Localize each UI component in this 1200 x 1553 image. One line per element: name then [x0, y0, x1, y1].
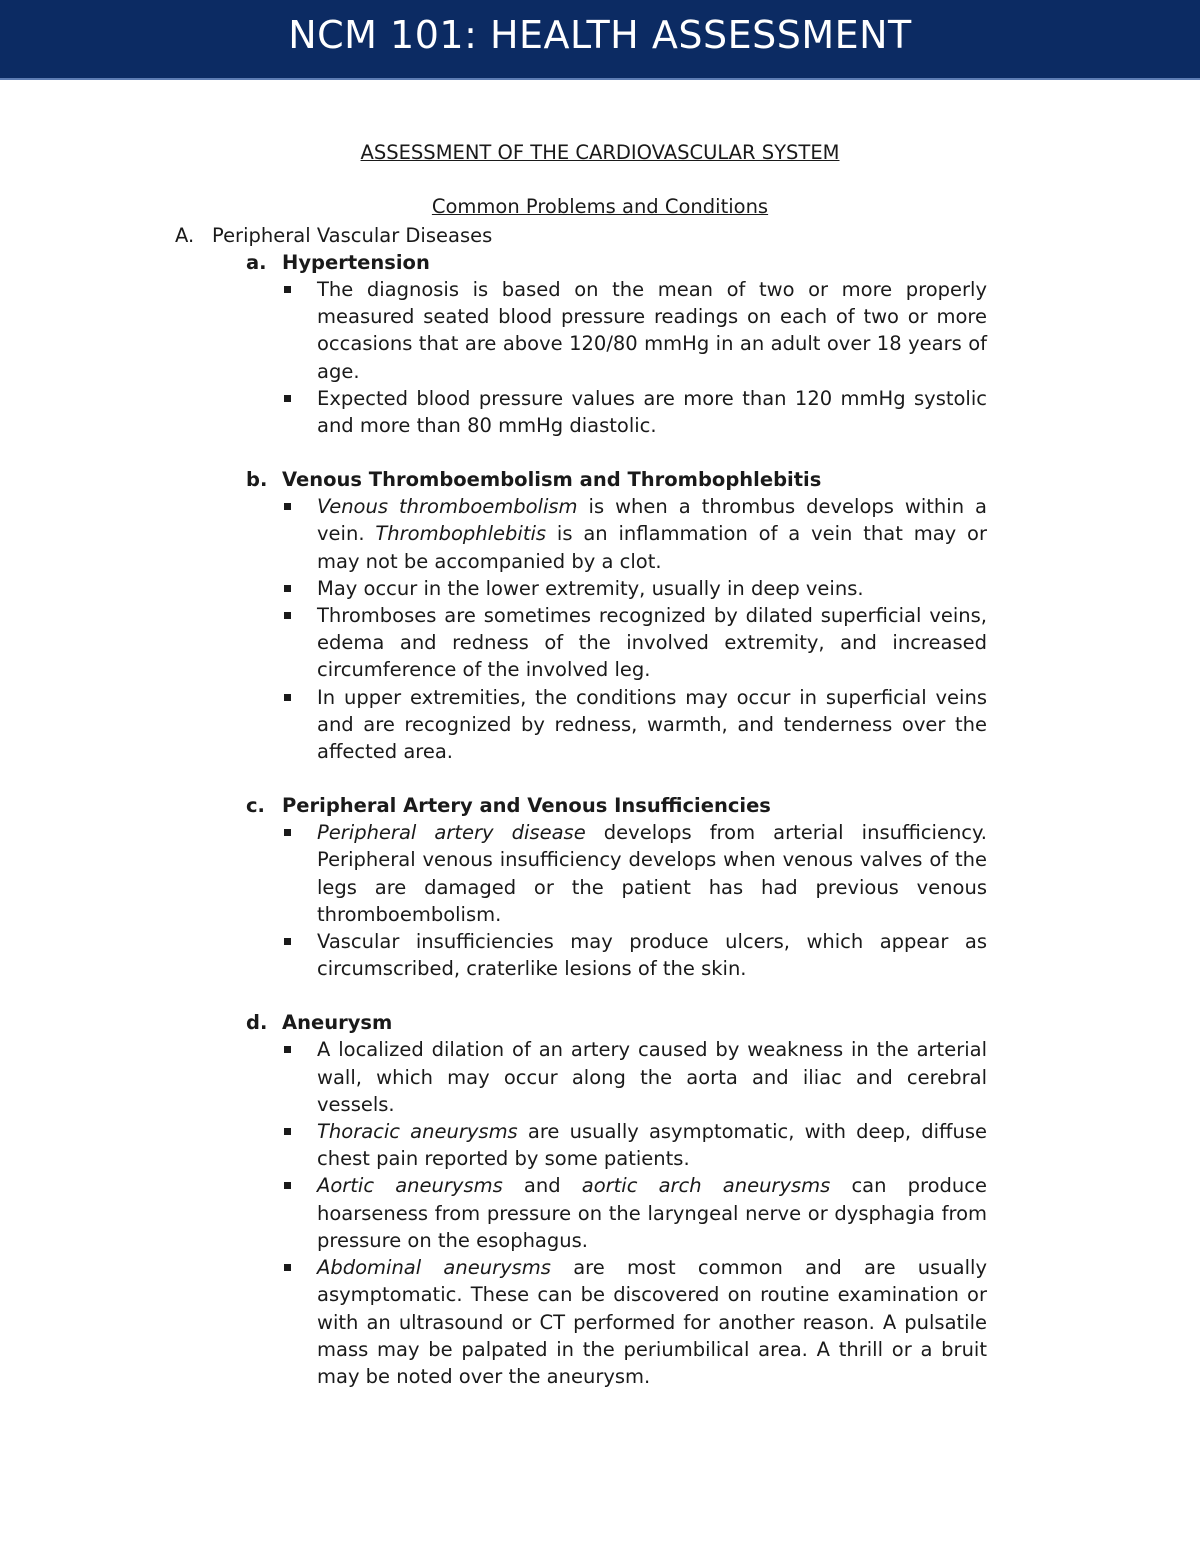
- list-item: [282, 276, 987, 385]
- section-peripheral-vascular-diseases: [175, 222, 1200, 1390]
- list-item-text: A localized dilation of an artery caused by weakness in the arterial wall, which may occur along the aorta and iliac and cerebral vessels.: [317, 1038, 987, 1116]
- list-item: [282, 493, 987, 575]
- document-subtitle: Common Problems and Conditions: [431, 195, 769, 218]
- spacer: [175, 439, 1200, 466]
- italic-term: aortic arch aneurysms: [581, 1174, 831, 1198]
- spacer: [175, 982, 1200, 1009]
- subsection-heading-text: Venous Thromboembolism and Thrombophlebitis: [282, 468, 822, 492]
- italic-term: Venous thromboembolism: [317, 495, 578, 519]
- square-bullet-icon: [284, 612, 291, 619]
- italic-term: Thoracic aneurysms: [317, 1120, 518, 1144]
- square-bullet-icon: [284, 585, 291, 592]
- bullet-list: [246, 276, 987, 439]
- list-item-text: are most common and are usually asymptomatic. These can be discovered on routine examination or with an ultrasound or CT performed for another reason. A pulsatile mass may be palpated in the periumbilical area. A thrill or a bruit may be noted over the aneurysm.: [317, 1256, 988, 1388]
- list-item-text: Expected blood pressure values are more than 120 mmHg systolic and more than 80 mmHg diastolic.: [317, 386, 987, 438]
- subsection-letter: d.: [246, 1011, 268, 1035]
- list-item-text: Vascular insufficiencies may produce ulcers, which appear as circumscribed, craterlike lesions of the skin.: [317, 930, 987, 981]
- list-item: [282, 819, 987, 928]
- square-bullet-icon: [284, 1182, 291, 1189]
- subsection-heading-text: Hypertension: [282, 251, 430, 274]
- list-item-text: develops from arterial insufficiency. Peripheral venous insufficiency develops when venous valves of the legs are damaged or the patient has had previous venous thromboembolism.: [317, 821, 987, 926]
- subsection-letter: a.: [246, 251, 267, 274]
- square-bullet-icon: [284, 938, 291, 945]
- list-item: [282, 1172, 987, 1254]
- list-item-text: can produce hoarseness from pressure on the laryngeal nerve or dysphagia from pressure on the esophagus.: [317, 1174, 987, 1252]
- square-bullet-icon: [284, 694, 291, 701]
- list-item-text: The diagnosis is based on the mean of two or more properly measured seated blood pressure readings on each of two or more occasions that are above 120/80 mmHg in an adult over 18 years of age.: [317, 278, 987, 383]
- subsection-letter: c.: [246, 794, 265, 818]
- list-item: [282, 1254, 987, 1390]
- list-item-text: and: [502, 1174, 582, 1198]
- list-item: [282, 1036, 987, 1118]
- list-item: [282, 928, 987, 982]
- list-item: [282, 684, 987, 766]
- section-heading-text: Peripheral Vascular Diseases: [212, 224, 493, 247]
- list-item-text: is an inflammation of a vein that may or may not be accompanied by a clot.: [317, 522, 987, 573]
- bullet-list: [246, 819, 987, 982]
- bullet-list: [246, 493, 987, 765]
- square-bullet-icon: [284, 1264, 291, 1271]
- italic-term: Aortic aneurysms: [317, 1174, 503, 1198]
- subsection-artery-venous-insufficiencies: [246, 792, 1200, 982]
- italic-term: Peripheral artery disease: [317, 821, 586, 845]
- square-bullet-icon: [284, 1128, 291, 1135]
- square-bullet-icon: [284, 503, 291, 510]
- section-letter: A.: [175, 224, 195, 247]
- square-bullet-icon: [284, 829, 291, 836]
- subsection-heading-text: Aneurysm: [282, 1011, 393, 1035]
- subsection-heading: [246, 1009, 1200, 1036]
- subsection-heading: [246, 466, 1200, 493]
- spacer: [175, 765, 1200, 792]
- bullet-list: [246, 1036, 987, 1390]
- header-banner: [0, 0, 1200, 80]
- document-body: [0, 138, 1200, 1390]
- square-bullet-icon: [284, 286, 291, 293]
- list-item-text: is when a thrombus develops within a vein.: [317, 495, 988, 546]
- list-item-text: May occur in the lower extremity, usually in deep veins.: [317, 576, 864, 600]
- list-item: [282, 575, 987, 602]
- document-title: ASSESSMENT OF THE CARDIOVASCULAR SYSTEM: [360, 141, 840, 164]
- subsection-hypertension: [246, 249, 1200, 439]
- italic-term: Abdominal aneurysms: [317, 1256, 551, 1280]
- list-item-text: In upper extremities, the conditions may occur in superficial veins and are recognized by redness, warmth, and tenderness over the affected area.: [317, 685, 987, 764]
- square-bullet-icon: [284, 395, 291, 402]
- italic-term: Thrombophlebitis: [375, 522, 547, 546]
- square-bullet-icon: [284, 1046, 291, 1053]
- section-heading: [175, 222, 1200, 249]
- subsection-heading: [246, 249, 1200, 276]
- subsection-letter: b.: [246, 468, 268, 492]
- list-item: [282, 385, 987, 439]
- header-title: NCM 101: HEALTH ASSESSMENT: [288, 13, 912, 57]
- subsection-venous-thromboembolism: [246, 466, 1200, 765]
- list-item: [282, 602, 987, 684]
- list-item-text: are usually asymptomatic, with deep, diffuse chest pain reported by some patients.: [317, 1120, 987, 1171]
- subsection-heading-text: Peripheral Artery and Venous Insufficiencies: [282, 794, 771, 818]
- list-item-text: Thromboses are sometimes recognized by dilated superficial veins, edema and redness of the involved extremity, and increased circumference of the involved leg.: [317, 604, 987, 682]
- subsection-heading: [246, 792, 1200, 819]
- subsection-aneurysm: [246, 1009, 1200, 1390]
- list-item: [282, 1118, 987, 1172]
